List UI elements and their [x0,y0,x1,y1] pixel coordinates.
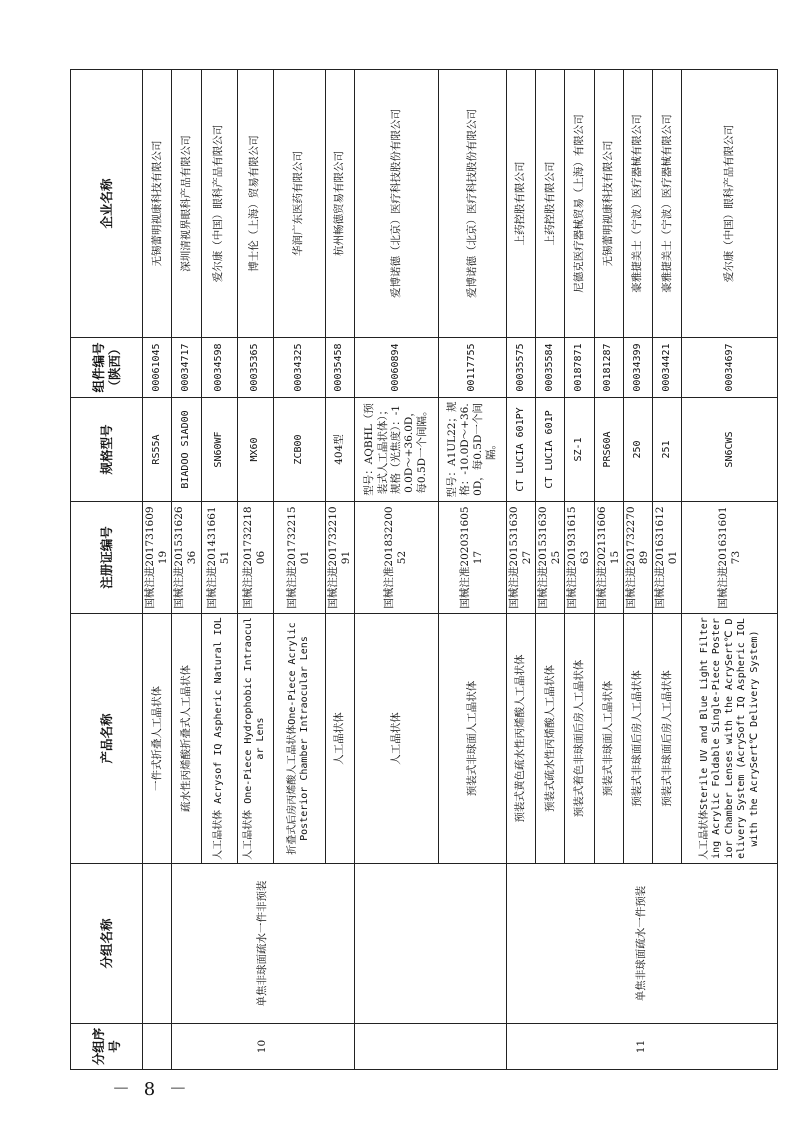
model-cell: 251 [653,398,682,502]
model-cell: PRS60A [594,398,623,502]
header-company: 企业名称 [71,70,143,338]
group-seq-cell [354,1024,506,1070]
product-table [70,69,778,1070]
model-cell: CT LUCIA 601PY [506,398,535,502]
model-cell: SN6CWS [682,398,778,502]
product-cell: 人工晶状体Sterile UV and Blue Light Filtering Acrylic Foldable Single-Piece Posterior Chamber Lenses with the AcrySert℃ Delivery System (AcrySoft IQ Aspheric IOL with the AcrySert℃ Delivery System) [682,614,778,864]
reg-cell: 国械注进20173221501 [273,502,325,614]
code-cell: 00034421 [653,338,682,398]
company-cell: 爱博诺德（北京）医疗科技股份有限公司 [354,70,438,338]
company-cell: 上药控股有限公司 [506,70,535,338]
company-cell: 豪雅捷美士（宁波）医疗器械有限公司 [623,70,652,338]
code-cell: 00181287 [594,338,623,398]
group-name-cell: 单焦非球面疏水一件非预装 [172,864,355,1024]
code-cell: 00034697 [682,338,778,398]
code-cell: 00034325 [273,338,325,398]
group-name-cell [143,864,172,1024]
model-cell: MX60 [237,398,273,502]
product-cell: 人工晶状体 [354,614,438,864]
model-cell: 型号：A1UL22；规格：-10.0D～+36.0D，每0.5D一个间隔。 [438,398,506,502]
code-cell: 00035584 [536,338,565,398]
company-cell: 深圳清视界眼科产品有限公司 [172,70,201,338]
table-row [506,70,535,1070]
product-cell: 疏水性丙烯酸折叠式人工晶状体 [172,614,201,864]
reg-cell: 国械注进20153163027 [506,502,535,614]
reg-cell: 国械注进20173221806 [237,502,273,614]
company-cell: 爱博诺德（北京）医疗科技股份有限公司 [438,70,506,338]
reg-cell: 国械注进20173160919 [143,502,172,614]
code-cell: 00035575 [506,338,535,398]
page-number: － 8 － [112,1079,191,1100]
header-group: 分组名称 [71,864,143,1024]
product-cell: 预装式非球面后房人工晶状体 [623,614,652,864]
model-cell: CT LUCIA 601P [536,398,565,502]
reg-cell: 国械注准20183220052 [354,502,438,614]
reg-cell: 国械注进20213160615 [594,502,623,614]
group-seq-cell: 10 [172,1024,355,1070]
reg-cell: 国械注进20193161563 [565,502,594,614]
product-cell: 一件式折叠人工晶状体 [143,614,172,864]
reg-cell: 国械注进20163160173 [682,502,778,614]
model-cell: ZCB00 [273,398,325,502]
header-product: 产品名称 [71,614,143,864]
table-row [143,70,172,1070]
product-cell: 预装式黄色疏水性丙烯酸人工晶状体 [506,614,535,864]
company-cell: 爱尔康（中国）眼科产品有限公司 [682,70,778,338]
code-cell: 00035458 [325,338,354,398]
group-name-cell [354,864,506,1024]
model-cell: RS55A [143,398,172,502]
code-cell: 00034598 [201,338,237,398]
company-cell: 上药控股有限公司 [536,70,565,338]
code-cell: 00035365 [237,338,273,398]
product-cell: 预装式疏水性丙烯酸人工晶状体 [536,614,565,864]
code-cell: 00034399 [623,338,652,398]
reg-cell: 国械注进20153162636 [172,502,201,614]
company-cell: 博士伦（上海）贸易有限公司 [237,70,273,338]
company-cell: 无锡蕾明视康科技有限公司 [143,70,172,338]
reg-cell: 国械注进20153163025 [536,502,565,614]
reg-cell: 国械注进20173227089 [623,502,652,614]
company-cell: 爱尔康（中国）眼科产品有限公司 [201,70,237,338]
code-cell: 00060894 [354,338,438,398]
reg-cell: 国械注进20173221091 [325,502,354,614]
reg-cell: 国械注准20203160517 [438,502,506,614]
product-cell: 人工晶状体 [325,614,354,864]
company-cell: 豪雅捷美士（宁波）医疗器械有限公司 [653,70,682,338]
company-cell: 华润广东医药有限公司 [273,70,325,338]
table-row [172,70,201,1070]
reg-cell: 国械注进20143166151 [201,502,237,614]
header-model: 规格型号 [71,398,143,502]
product-cell: 预装式非球面人工晶状体 [594,614,623,864]
code-cell: 00034717 [172,338,201,398]
company-cell: 无锡蕾明视康科技有限公司 [594,70,623,338]
model-cell: BIADOO S1AD00 [172,398,201,502]
product-cell: 预装式非球面后房人工晶状体 [653,614,682,864]
product-cell: 人工晶状体 One-Piece Hydrophobic Intraocular Lens [237,614,273,864]
product-cell: 折叠式后房丙烯酸人工晶状体One-Piece Acrylic Posterior Chamber Intraocular Lens [273,614,325,864]
code-cell: 00061045 [143,338,172,398]
group-name-cell: 单焦非球面疏水一件预装 [506,864,778,1024]
header-code: 组件编号（陕西） [71,338,143,398]
model-cell: SZ-1 [565,398,594,502]
code-cell: 00187871 [565,338,594,398]
reg-cell: 国械注进20163161201 [653,502,682,614]
header-row [71,70,143,1070]
model-cell: 型号：AQBHL（预装式人工晶状体）；规格（光焦度）：-10.0D～+36.0D，每0.5D一个间隔。 [354,398,438,502]
header-seq: 分组序号 [71,1024,143,1070]
model-cell: 404型 [325,398,354,502]
model-cell: 250 [623,398,652,502]
model-cell: SN60WF [201,398,237,502]
product-cell: 预装式着色非球面后房人工晶状体 [565,614,594,864]
table-row [354,70,438,1070]
group-seq-cell [143,1024,172,1070]
company-cell: 尼德克医疗器械贸易（上海）有限公司 [565,70,594,338]
group-seq-cell: 11 [506,1024,778,1070]
code-cell: 00117755 [438,338,506,398]
rotated-table-container [70,70,760,1070]
company-cell: 杭州畅德贸易有限公司 [325,70,354,338]
header-reg: 注册证编号 [71,502,143,614]
product-cell: 人工晶状体 Acrysof IQ Aspheric Natural IOL [201,614,237,864]
product-cell: 预装式非球面人工晶状体 [438,614,506,864]
